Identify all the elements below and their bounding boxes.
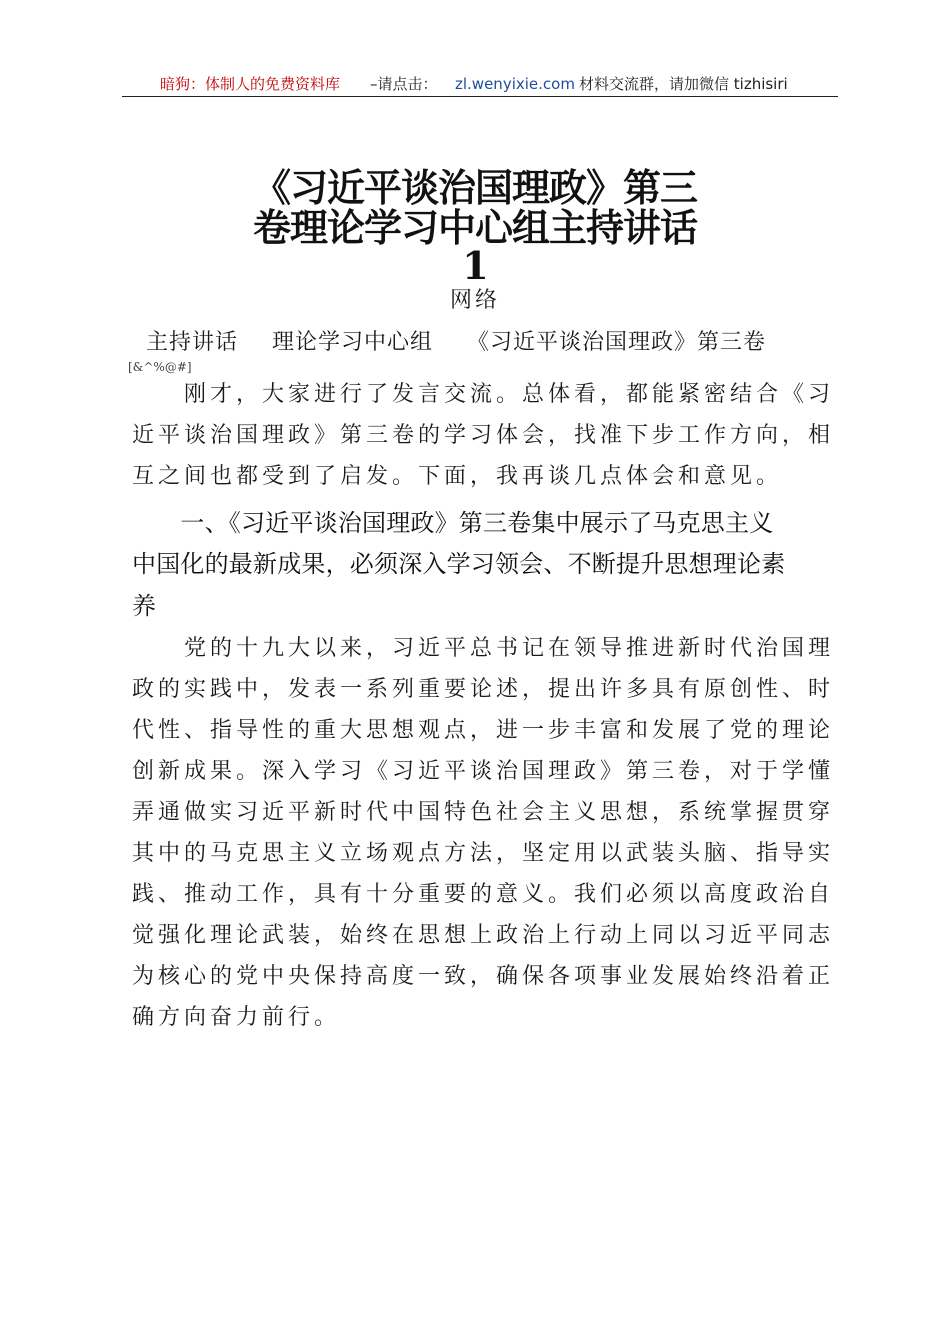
section-heading-line: 一、《习近平谈治国理政》第三卷集中展示了马克思主义 bbox=[132, 509, 774, 537]
document-marker: [&^%@#] bbox=[128, 360, 192, 374]
document-title-line-3: 1 bbox=[462, 243, 488, 288]
header-brand-text: 暗狗：体制人的免费资料库 bbox=[160, 75, 341, 93]
section-body-line: 觉强化理论武装，始终在思想上政治上行动上同以习近平同志 bbox=[132, 923, 835, 948]
header-site-link[interactable]: zl.wenyixie.com bbox=[455, 75, 575, 93]
section-body-line: 政的实践中，发表一系列重要论述，提出许多具有原创性、时 bbox=[132, 677, 835, 702]
section-body-line: 其中的马克思主义立场观点方法，坚定用以武装头脑、指导实 bbox=[132, 841, 835, 866]
section-body-line: 践、推动工作，具有十分重要的意义。我们必须以高度政治自 bbox=[132, 882, 835, 907]
document-keywords bbox=[146, 328, 766, 358]
section-body-line: 为核心的党中央保持高度一致，确保各项事业发展始终沿着正 bbox=[132, 964, 835, 989]
document-author: 网络 bbox=[449, 288, 500, 313]
section-body-line: 代性、指导性的重大思想观点，进一步丰富和发展了党的理论 bbox=[132, 718, 835, 743]
section-body-line: 创新成果。深入学习《习近平谈治国理政》第三卷，对于学懂 bbox=[132, 759, 835, 784]
document-title-line-2: 卷理论学习中心组主持讲话 bbox=[252, 205, 697, 250]
section-body-line: 确方向奋力前行。 bbox=[132, 1005, 341, 1030]
section-body-line: 弄通做实习近平新时代中国特色社会主义思想，系统掌握贯穿 bbox=[132, 800, 835, 825]
header-wechat-note: 材料交流群，请加微信 tizhisiri bbox=[579, 75, 788, 93]
section-heading-line: 中国化的最新成果，必须深入学习领会、不断提升思想理论素 bbox=[132, 550, 786, 578]
document-title-line-1: 《习近平谈治国理政》第三 bbox=[252, 165, 697, 210]
page-header bbox=[122, 74, 838, 97]
section-body-line: 党的十九大以来，习近平总书记在领导推进新时代治国理 bbox=[132, 636, 835, 661]
intro-line: 互之间也都受到了启发。下面，我再谈几点体会和意见。 bbox=[132, 464, 783, 489]
keyword: 《习近平谈治国理政》第三卷 bbox=[467, 330, 767, 355]
intro-line: 近平谈治国理政》第三卷的学习体会，找准下步工作方向，相 bbox=[132, 423, 835, 448]
keyword: 理论学习中心组 bbox=[272, 330, 434, 355]
section-heading-line: 养 bbox=[132, 592, 157, 620]
header-click-prompt: –请点击： bbox=[370, 75, 438, 93]
intro-line: 刚才，大家进行了发言交流。总体看，都能紧密结合《习 bbox=[132, 382, 835, 407]
keyword: 主持讲话 bbox=[146, 330, 239, 355]
